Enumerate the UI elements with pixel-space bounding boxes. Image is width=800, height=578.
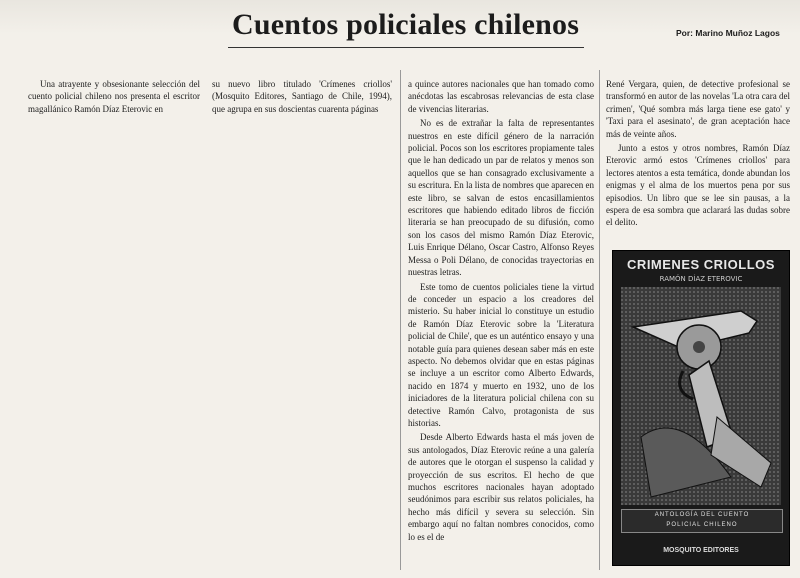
paragraph: Este tomo de cuentos policiales tiene la virtud de conceder un espacio a los creadores del misterio. Su haber inicial lo constituye un estudio de Ramón Díaz Eterovic sobre la 'Literatura policial de Chile', que es un auténtico ensayo y una notable guía para quienes desean saber más en este aspecto. No debemos olvidar que en estas páginas se incluye a un escritor como Alberto Edwards, nacido en 1874 y muerto en 1932, uno de los iniciadores de la literatura policial chilena con su detective Ramón Calvo, protagonista de sus historias.	[408, 281, 594, 428]
paragraph: René Vergara, quien, de detective profesional se transformó en autor de las novelas 'La otra cara del crimen', 'Qué sombra más larga tiene ese gato' y 'Taxi para el asesinato', de gran aceptación hace más de veinte años.	[606, 79, 790, 139]
paragraph: a quince autores nacionales que han tomado como anécdotas las escabrosas relevancias de esta clase de vivencias literarias.	[408, 79, 594, 114]
paragraph: Una atrayente y obsesionante selección del cuento policial chileno nos presenta el escritor magallánico Ramón Díaz Eterovic en	[28, 79, 200, 114]
column-divider	[400, 70, 401, 570]
column-2	[212, 78, 392, 115]
column-1	[28, 78, 200, 115]
paragraph: No es de extrañar la falta de representantes nuestros en este difícil género de la narración policial. Pocos son los escritores propiamente tales que le han dedicado un par de relatos y menos son aquellos que se han consagrado exclusivamente a su escritura. En la lista de nombres que aparecen en este libro, se salvan de estos encasillamientos escritores que habiendo editado libros de ficción literaria se han preocupado de su difusión, como son los casos del mismo Ramón Díaz Eterovic, Luis Enrique Délano, Oscar Castro, Alfonso Reyes Messa o Poli Délano, de conocidas trayectorias en nuestras letras.	[408, 118, 594, 278]
book-cover-image	[612, 250, 790, 566]
tagline-line: POLICIAL CHILENO	[666, 522, 738, 528]
article-title: Cuentos policiales chilenos	[232, 8, 580, 41]
column-3	[408, 78, 594, 543]
book-cover-publisher: MOSQUITO EDITORES	[663, 547, 739, 554]
paragraph: Desde Alberto Edwards hasta el más joven de sus antologados, Díaz Eterovic reúne a una galería de autores que le otorgan el suspenso la calidad y proyección de sus escritos. El hecho de que muchos escritores nacionales hayan adoptado seudónimos para escribir sus relatos policiales, ha hecho más difícil y severa su selección. Sin embargo aquí no faltan nombres conocidos, como lo es el de	[408, 432, 594, 542]
author-byline: Por: Marino Muñoz Lagos	[676, 28, 780, 38]
revolver-illustration	[621, 287, 781, 505]
paragraph: su nuevo libro titulado 'Crímenes criollos' (Mosquito Editores, Santiago de Chile, 1994), que agrupa en sus doscientas cuarenta páginas	[212, 79, 392, 114]
column-4	[606, 78, 790, 229]
column-divider	[599, 70, 600, 570]
book-cover-tagline	[621, 509, 783, 533]
title-underline	[228, 47, 584, 48]
tagline-line: ANTOLOGÍA DEL CUENTO	[654, 512, 750, 518]
book-cover-editor: RAMÓN DÍAZ ETEROVIC	[659, 275, 743, 283]
book-cover-title: CRIMENES CRIOLLOS	[627, 257, 775, 272]
paragraph: Junto a estos y otros nombres, Ramón Díaz Eterovic armó estos 'Crímenes criollos' para lectores atentos a esta temática, donde abundan los enigmas y el alma de los muertos pena por sus episodios. Un libro que se lee sin pausas, a la espera de esa sombra que aclarará las dudas sobre el delito.	[606, 143, 790, 228]
